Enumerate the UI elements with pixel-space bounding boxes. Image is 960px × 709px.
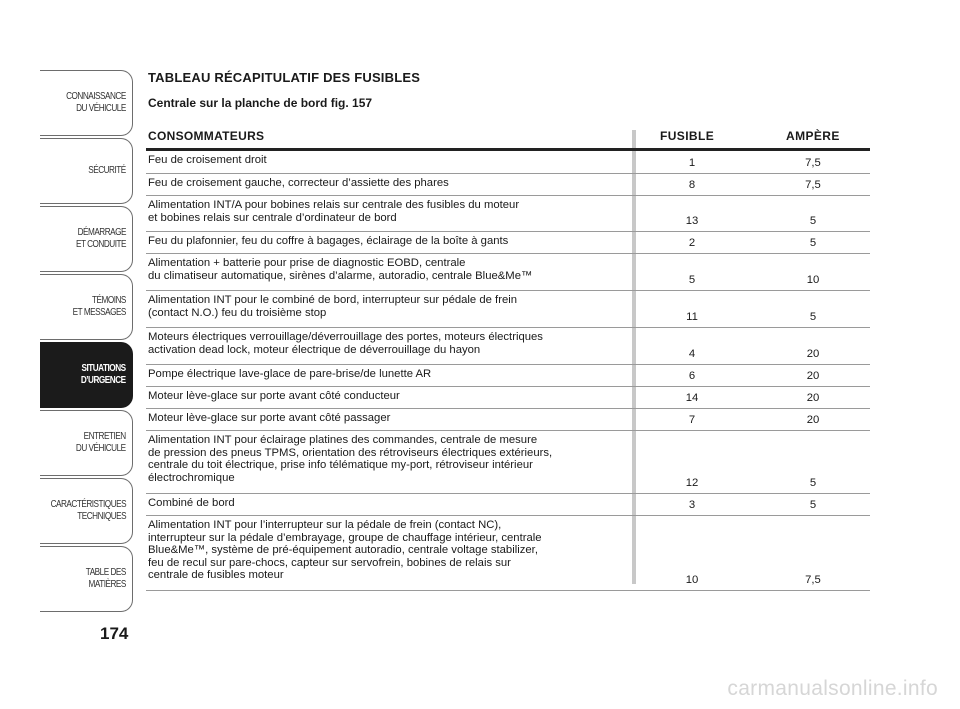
row-description: Alimentation INT pour le combiné de bord, interrupteur sur pédale de frein (contact N.O.) feu du troisième stop <box>148 294 518 319</box>
row-ampere: 20 <box>806 370 820 382</box>
table-row <box>146 151 870 174</box>
row-fuse: 13 <box>685 215 699 227</box>
row-ampere: 7,5 <box>805 574 821 586</box>
fuse-table <box>146 124 870 591</box>
row-description: Moteur lève-glace sur porte avant côté conducteur <box>148 390 400 402</box>
table-row <box>146 494 870 516</box>
nav-tab-label: CARACTÉRISTIQUES TECHNIQUES <box>50 499 126 522</box>
nav-tab-demarrage[interactable] <box>40 206 133 272</box>
header-ampere: AMPÈRE <box>786 129 840 143</box>
row-fuse: 5 <box>688 274 696 286</box>
nav-tab-situations-urgence[interactable] <box>40 342 133 408</box>
row-description: Feu de croisement gauche, correcteur d’assiette des phares <box>148 177 449 189</box>
watermark: carmanualsonline.info <box>727 677 938 700</box>
row-fuse: 14 <box>685 392 699 404</box>
row-ampere: 5 <box>809 477 817 489</box>
table-row <box>146 409 870 431</box>
table-row <box>146 387 870 409</box>
row-ampere: 20 <box>806 414 820 426</box>
row-description: Alimentation INT/A pour bobines relais sur centrale des fusibles du moteur et bobines relais sur centrale d’ordinateur de bord <box>148 199 520 224</box>
row-description: Combiné de bord <box>148 497 235 509</box>
table-row <box>146 254 870 291</box>
nav-tab-label: CONNAISSANCE DU VÉHICULE <box>66 91 126 114</box>
nav-tab-entretien[interactable] <box>40 410 133 476</box>
document-title: TABLEAU RÉCAPITULATIF DES FUSIBLES <box>148 70 421 85</box>
row-description: Pompe électrique lave-glace de pare-brise/de lunette AR <box>148 368 432 380</box>
row-fuse: 10 <box>685 574 699 586</box>
nav-tab-connaissance[interactable] <box>40 70 133 136</box>
table-row <box>146 174 870 196</box>
row-description: Moteurs électriques verrouillage/déverrouillage des portes, moteurs électriques activation dead lock, moteur électrique de déverrouillage du hayon <box>148 331 543 356</box>
nav-tab-label: SITUATIONS D’URGENCE <box>81 363 126 386</box>
nav-tab-caracteristiques[interactable] <box>40 478 133 544</box>
row-ampere: 5 <box>809 237 817 249</box>
row-fuse: 2 <box>688 237 696 249</box>
nav-tab-label: SÉCURITÉ <box>88 165 126 176</box>
row-ampere: 7,5 <box>805 179 821 191</box>
row-ampere: 7,5 <box>805 157 821 169</box>
header-fuse: FUSIBLE <box>660 129 715 143</box>
table-header <box>146 124 870 151</box>
row-ampere: 5 <box>809 311 817 323</box>
header-consumers: CONSOMMATEURS <box>148 129 265 143</box>
row-fuse: 12 <box>685 477 699 489</box>
nav-tab-label: ENTRETIEN DU VÉHICULE <box>76 431 126 454</box>
row-description: Moteur lève-glace sur porte avant côté passager <box>148 412 391 424</box>
row-ampere: 5 <box>809 215 817 227</box>
table-row <box>146 365 870 387</box>
table-row <box>146 328 870 365</box>
row-fuse: 4 <box>688 348 696 360</box>
document-subtitle: Centrale sur la planche de bord fig. 157 <box>148 96 373 110</box>
row-fuse: 3 <box>688 499 696 511</box>
row-fuse: 11 <box>686 311 698 323</box>
row-ampere: 10 <box>806 274 820 286</box>
row-ampere: 20 <box>806 348 820 360</box>
row-fuse: 7 <box>688 414 696 426</box>
page-number: 174 <box>100 624 129 643</box>
nav-tab-label: TÉMOINS ET MESSAGES <box>72 295 126 318</box>
row-fuse: 1 <box>688 157 696 169</box>
table-row <box>146 232 870 254</box>
row-description: Alimentation INT pour éclairage platines des commandes, centrale de mesure de pression des pneus TPMS, orientation des rétroviseurs électriques extérieurs, centrale du toit électrique, prise info télématique my-port, rétroviseur intérieur électrochromique <box>148 434 553 484</box>
table-row <box>146 291 870 328</box>
nav-tab-securite[interactable] <box>40 138 133 204</box>
table-row <box>146 431 870 494</box>
nav-tab-temoins[interactable] <box>40 274 133 340</box>
nav-tab-label: DÉMARRAGE ET CONDUITE <box>75 227 126 250</box>
table-row <box>146 196 870 232</box>
nav-tab-table-matieres[interactable] <box>40 546 133 612</box>
table-row <box>146 516 870 591</box>
row-description: Alimentation + batterie pour prise de diagnostic EOBD, centrale du climatiseur automatique, sirènes d’alarme, autoradio, centrale Blue&Me™ <box>148 257 533 282</box>
row-description: Alimentation INT pour l’interrupteur sur la pédale de frein (contact NC), interrupteur sur la pédale d’embrayage, groupe de chauffage intérieur, centrale Blue&Me™, système de pré-équipement autoradio, centrale voltage stabilizer, feu de recul sur pare-chocs, capteur sur servofrein, bobines de relais sur centrale de fusibles moteur <box>148 519 542 581</box>
row-ampere: 20 <box>806 392 820 404</box>
row-description: Feu de croisement droit <box>148 154 267 166</box>
nav-tab-label: TABLE DES MATIÈRES <box>85 567 126 590</box>
row-description: Feu du plafonnier, feu du coffre à bagages, éclairage de la boîte à gants <box>148 235 509 247</box>
row-fuse: 8 <box>688 179 696 191</box>
row-ampere: 5 <box>809 499 817 511</box>
row-fuse: 6 <box>688 370 696 382</box>
